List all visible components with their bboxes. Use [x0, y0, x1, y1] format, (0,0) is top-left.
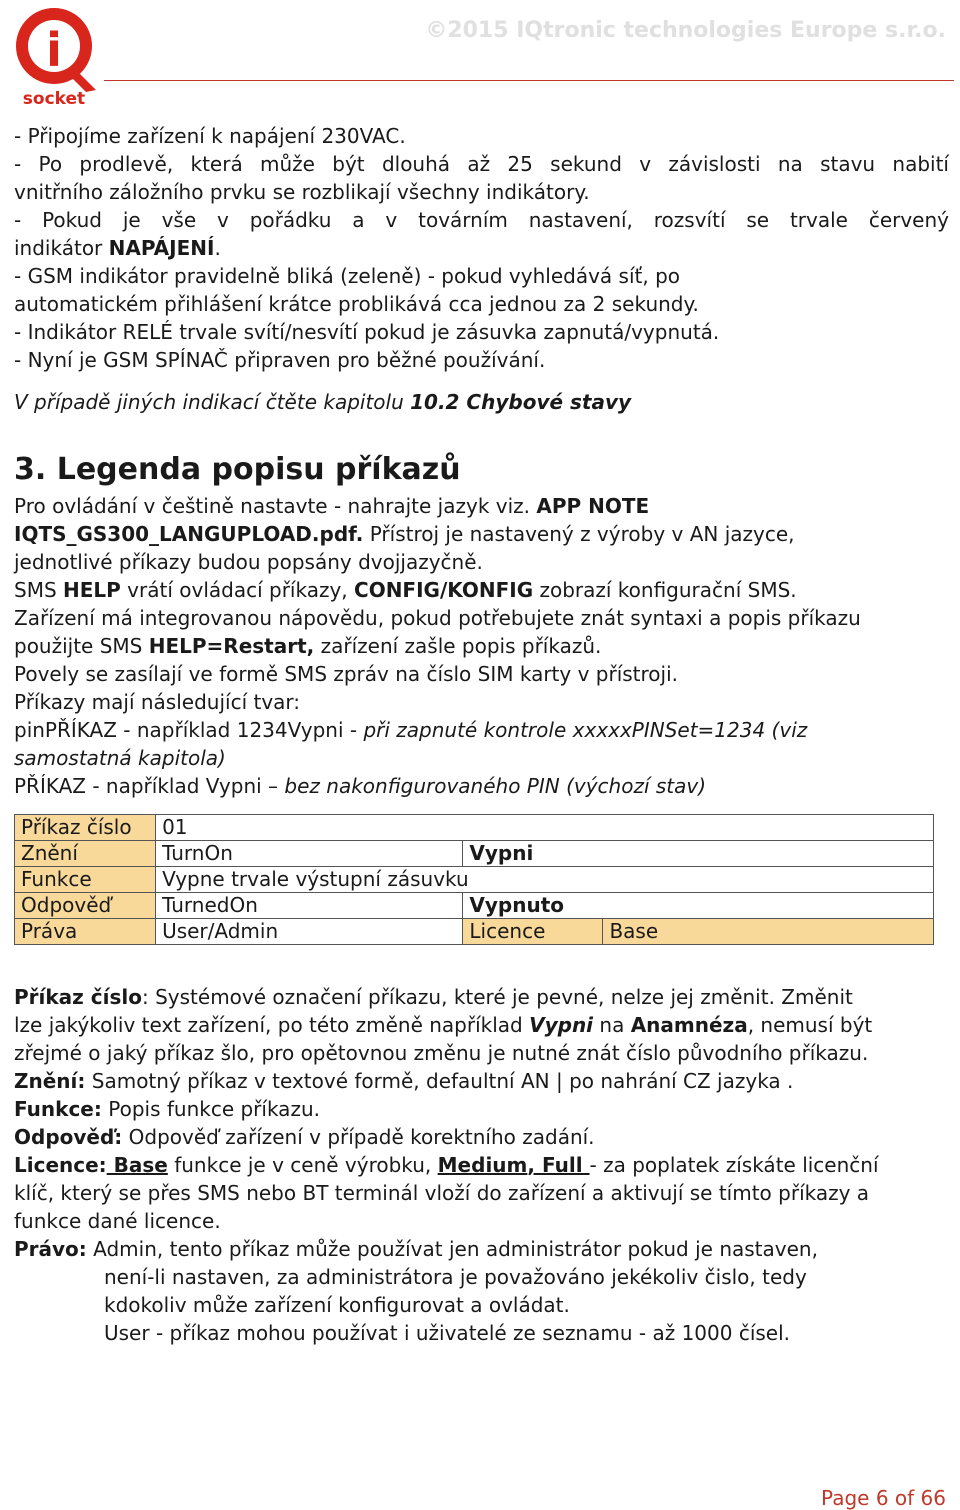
section-heading: 3. Legenda popisu příkazů	[14, 452, 461, 487]
table-cell-value: TurnOn	[156, 841, 463, 867]
text: Samotný příkaz v textové formě, defaultní AN | po nahrání CZ jazyka .	[85, 1069, 794, 1093]
legend-line-10	[14, 1235, 949, 1263]
pin-note-cont: samostatná kapitola)	[14, 746, 226, 770]
legend-line-3: zřejmé o jaký příkaz šlo, pro opětovnou změnu je nutné znát číslo původního příkazu.	[14, 1041, 869, 1065]
intro-line-9: - Nyní je GSM SPÍNAČ připraven pro běžné používání.	[14, 348, 546, 372]
app-note-ref: APP NOTE	[536, 494, 650, 518]
text: , nemusí být	[747, 1013, 873, 1037]
default-note: bez nakonfigurovaného PIN (výchozí stav)	[284, 774, 707, 798]
example-command: Vypni	[529, 1013, 594, 1037]
section-p5: Zařízení má integrovanou nápovědu, pokud potřebujete znát syntaxi a popis příkazu	[14, 606, 861, 630]
table-cell-value: User/Admin	[156, 919, 463, 945]
intro-text: indikátor	[14, 236, 109, 260]
license-full: Full	[541, 1153, 590, 1177]
copyright-text: ©2015 IQtronic technologies Europe s.r.o.	[425, 18, 946, 43]
legend-line-13: User - příkaz mohou používat i uživatelé ze seznamu - až 1000 čísel.	[104, 1321, 791, 1345]
legend-line-12: kdokoliv může zařízení konfigurovat a ovládat.	[104, 1293, 570, 1317]
pin-note: při zapnuté kontrole xxxxxPINSet=1234 (viz	[363, 718, 808, 742]
text: lze jakýkoliv text zařízení, po této změně například	[14, 1013, 530, 1037]
app-note-file: IQTS_GS300_LANGUPLOAD.pdf.	[14, 522, 364, 546]
error-note-text: V případě jiných indikací čtěte kapitolu	[14, 390, 411, 414]
legend-line-11: není-li nastaven, za administrátora je považováno jekékoliv čislo, tedy	[104, 1265, 807, 1289]
text: pinPŘÍKAZ - například 1234Vypni -	[14, 718, 364, 742]
table-cell-label: Licence	[463, 919, 603, 945]
legend-line-4	[14, 1067, 949, 1095]
legend-term: Právo:	[14, 1237, 87, 1261]
page-content	[14, 122, 949, 1347]
text: PŘÍKAZ - například Vypni –	[14, 774, 285, 798]
legend-term: Funkce:	[14, 1097, 102, 1121]
power-indicator-label: NAPÁJENÍ	[108, 236, 215, 260]
error-chapter-ref: 10.2 Chybové stavy	[410, 390, 632, 414]
legend-term: Licence:	[14, 1153, 107, 1177]
section-p9	[14, 716, 949, 744]
intro-text: .	[214, 236, 221, 260]
legend-line-8: klíč, který se přes SMS nebo BT terminál vloží do zařízení a aktivují se tímto příkazy a	[14, 1181, 870, 1205]
section-p11	[14, 772, 949, 800]
section-p10	[14, 744, 949, 772]
license-base: Base	[106, 1153, 168, 1177]
table-row	[15, 815, 934, 841]
intro-line-1: - Připojíme zařízení k napájení 230VAC.	[14, 124, 406, 148]
legend-line-7	[14, 1151, 949, 1179]
legend-term: Příkaz číslo	[14, 985, 142, 1009]
table-cell-label: Odpověď	[15, 893, 156, 919]
section-p1	[14, 492, 949, 520]
table-cell-label: Příkaz číslo	[15, 815, 156, 841]
text: - za poplatek získáte licenční	[589, 1153, 879, 1177]
svg-text:socket: socket	[22, 89, 86, 108]
text: funkce je v ceně výrobku,	[167, 1153, 438, 1177]
response-cz: Vypnuto	[469, 893, 564, 917]
help-command: HELP	[63, 578, 121, 602]
table-cell-value: 01	[156, 815, 934, 841]
table-row	[15, 919, 934, 945]
table-cell-label: Znění	[15, 841, 156, 867]
legend-line-5	[14, 1095, 949, 1123]
text: : Systémové označení příkazu, které je pevné, nelze jej změnit. Změnit	[142, 985, 853, 1009]
text: SMS	[14, 578, 64, 602]
legend-term: Znění:	[14, 1069, 86, 1093]
table-cell-value: Vypne trvale výstupní zásuvku	[156, 867, 934, 893]
section-p4	[14, 576, 949, 604]
help-restart-command: HELP=Restart,	[148, 634, 315, 658]
section-p3: jednotlivé příkazy budou popsány dvojjazyčně.	[14, 550, 483, 574]
svg-text:i: i	[46, 23, 62, 77]
section-p7: Povely se zasílají ve formě SMS zpráv na číslo SIM karty v přístroji.	[14, 662, 679, 686]
legend-line-2	[14, 1011, 949, 1039]
license-medium: Medium	[437, 1153, 528, 1177]
text: Odpověď zařízení v případě korektního zadání.	[122, 1125, 595, 1149]
section-p2	[14, 520, 949, 548]
legend-line-6	[14, 1123, 949, 1151]
table-cell-label: Práva	[15, 919, 156, 945]
legend-term: Odpověď:	[14, 1125, 123, 1149]
table-row	[15, 893, 934, 919]
table-cell-value: Base	[603, 919, 934, 945]
table-cell-value: TurnedOn	[156, 893, 463, 919]
legend-line-9: funkce dané licence.	[14, 1209, 221, 1233]
text: Popis funkce příkazu.	[101, 1097, 320, 1121]
page-header	[0, 0, 960, 110]
table-cell-value	[463, 893, 934, 919]
separator: ,	[527, 1153, 542, 1177]
intro-line-5	[14, 234, 949, 262]
table-cell-value	[463, 841, 934, 867]
intro-line-2: - Po prodlevě, která může být dlouhá až 25 sekund v závislosti na stavu nabití	[14, 152, 949, 176]
text: použijte SMS	[14, 634, 149, 658]
command-cz: Vypni	[469, 841, 534, 865]
legend-line-1	[14, 983, 949, 1011]
text: zařízení zašle popis příkazů.	[314, 634, 602, 658]
intro-line-3: vnitřního záložního prvku se rozblikají všechny indikátory.	[14, 180, 590, 204]
table-row	[15, 841, 934, 867]
section-p6	[14, 632, 949, 660]
table-row	[15, 867, 934, 893]
header-divider	[104, 80, 954, 81]
text: Přístroj je nastavený z výroby v AN jazyce,	[363, 522, 795, 546]
command-table	[14, 814, 934, 945]
text: Admin, tento příkaz může používat jen administrátor pokud je nastaven,	[86, 1237, 818, 1261]
text: zobrazí konfigurační SMS.	[533, 578, 797, 602]
intro-line-8: - Indikátor RELÉ trvale svítí/nesvítí pokud je zásuvka zapnutá/vypnutá.	[14, 320, 720, 344]
text: Pro ovládání v češtině nastavte - nahrajte jazyk viz.	[14, 494, 537, 518]
error-note	[14, 388, 949, 416]
example-command: Anamnéza	[630, 1013, 748, 1037]
table-cell-label: Funkce	[15, 867, 156, 893]
text: vrátí ovládací příkazy,	[120, 578, 355, 602]
iq-socket-logo	[8, 4, 104, 108]
section-p8: Příkazy mají následující tvar:	[14, 690, 301, 714]
intro-line-7: automatickém přihlášení krátce problikává cca jednou za 2 sekundy.	[14, 292, 699, 316]
config-command: CONFIG/KONFIG	[354, 578, 534, 602]
text: na	[593, 1013, 631, 1037]
intro-line-6: - GSM indikátor pravidelně bliká (zeleně) - pokud vyhledává síť, po	[14, 264, 681, 288]
page-number: Page 6 of 66	[821, 1486, 946, 1510]
intro-line-4: - Pokud je vše v pořádku a v továrním nastavení, rozsvítí se trvale červený	[14, 208, 949, 232]
